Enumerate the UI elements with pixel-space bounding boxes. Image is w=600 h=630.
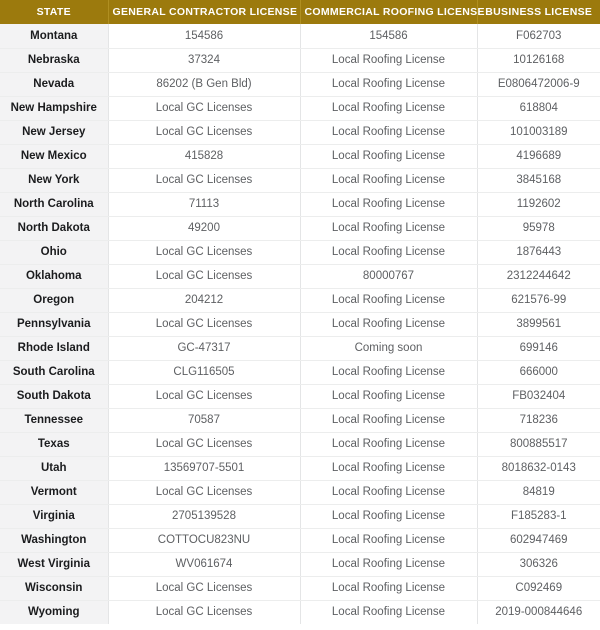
cell-commercial_roofing: Local Roofing License xyxy=(300,96,477,120)
table-row xyxy=(0,480,600,504)
cell-business: F185283-1 xyxy=(477,504,600,528)
table-row xyxy=(0,336,600,360)
cell-state: South Carolina xyxy=(0,360,108,384)
cell-commercial_roofing: 154586 xyxy=(300,24,477,48)
table-row xyxy=(0,24,600,48)
cell-state: New Mexico xyxy=(0,144,108,168)
cell-business: 10126168 xyxy=(477,48,600,72)
cell-business: 3899561 xyxy=(477,312,600,336)
cell-commercial_roofing: Local Roofing License xyxy=(300,552,477,576)
cell-business: 666000 xyxy=(477,360,600,384)
cell-general_contractor: 415828 xyxy=(108,144,300,168)
cell-commercial_roofing: Local Roofing License xyxy=(300,456,477,480)
table-row xyxy=(0,384,600,408)
cell-state: Virginia xyxy=(0,504,108,528)
cell-general_contractor: GC-47317 xyxy=(108,336,300,360)
cell-business: 3845168 xyxy=(477,168,600,192)
cell-general_contractor: 154586 xyxy=(108,24,300,48)
cell-state: Tennessee xyxy=(0,408,108,432)
table-row xyxy=(0,552,600,576)
column-header-business: BUSINESS LICENSE xyxy=(477,0,600,24)
cell-commercial_roofing: Local Roofing License xyxy=(300,528,477,552)
cell-business: FB032404 xyxy=(477,384,600,408)
cell-commercial_roofing: Local Roofing License xyxy=(300,168,477,192)
cell-commercial_roofing: Local Roofing License xyxy=(300,312,477,336)
cell-general_contractor: Local GC Licenses xyxy=(108,312,300,336)
cell-general_contractor: Local GC Licenses xyxy=(108,168,300,192)
table-row xyxy=(0,72,600,96)
cell-business: 1192602 xyxy=(477,192,600,216)
cell-commercial_roofing: Local Roofing License xyxy=(300,240,477,264)
cell-business: 602947469 xyxy=(477,528,600,552)
cell-commercial_roofing: Local Roofing License xyxy=(300,408,477,432)
cell-business: C092469 xyxy=(477,576,600,600)
cell-commercial_roofing: 80000767 xyxy=(300,264,477,288)
cell-business: 718236 xyxy=(477,408,600,432)
cell-general_contractor: 37324 xyxy=(108,48,300,72)
cell-commercial_roofing: Local Roofing License xyxy=(300,120,477,144)
cell-state: Nevada xyxy=(0,72,108,96)
table-row xyxy=(0,240,600,264)
table-row xyxy=(0,528,600,552)
cell-state: North Dakota xyxy=(0,216,108,240)
cell-general_contractor: Local GC Licenses xyxy=(108,384,300,408)
cell-general_contractor: 13569707-5501 xyxy=(108,456,300,480)
cell-business: 699146 xyxy=(477,336,600,360)
cell-general_contractor: Local GC Licenses xyxy=(108,480,300,504)
cell-commercial_roofing: Local Roofing License xyxy=(300,48,477,72)
cell-general_contractor: 70587 xyxy=(108,408,300,432)
cell-business: 618804 xyxy=(477,96,600,120)
cell-general_contractor: Local GC Licenses xyxy=(108,120,300,144)
column-header-state: STATE xyxy=(0,0,108,24)
cell-business: 84819 xyxy=(477,480,600,504)
cell-business: 2312244642 xyxy=(477,264,600,288)
cell-business: 621576-99 xyxy=(477,288,600,312)
cell-commercial_roofing: Local Roofing License xyxy=(300,72,477,96)
table-row xyxy=(0,576,600,600)
cell-state: Pennsylvania xyxy=(0,312,108,336)
table-row xyxy=(0,144,600,168)
table-row xyxy=(0,216,600,240)
cell-general_contractor: Local GC Licenses xyxy=(108,432,300,456)
cell-commercial_roofing: Local Roofing License xyxy=(300,600,477,624)
cell-state: North Carolina xyxy=(0,192,108,216)
cell-commercial_roofing: Local Roofing License xyxy=(300,480,477,504)
cell-general_contractor: Local GC Licenses xyxy=(108,576,300,600)
table-row xyxy=(0,48,600,72)
table-row xyxy=(0,432,600,456)
table-header-row xyxy=(0,0,600,24)
cell-state: New Jersey xyxy=(0,120,108,144)
table-row xyxy=(0,408,600,432)
cell-commercial_roofing: Local Roofing License xyxy=(300,144,477,168)
table-row xyxy=(0,264,600,288)
cell-commercial_roofing: Local Roofing License xyxy=(300,432,477,456)
cell-business: E0806472006-9 xyxy=(477,72,600,96)
cell-general_contractor: Local GC Licenses xyxy=(108,96,300,120)
table-row xyxy=(0,600,600,624)
cell-business: 95978 xyxy=(477,216,600,240)
cell-business: 4196689 xyxy=(477,144,600,168)
cell-state: Wyoming xyxy=(0,600,108,624)
cell-general_contractor: Local GC Licenses xyxy=(108,240,300,264)
cell-general_contractor: 204212 xyxy=(108,288,300,312)
table-row xyxy=(0,504,600,528)
cell-state: South Dakota xyxy=(0,384,108,408)
column-header-general-contractor: GENERAL CONTRACTOR LICENSE xyxy=(108,0,300,24)
cell-state: Utah xyxy=(0,456,108,480)
table-row xyxy=(0,312,600,336)
table-row xyxy=(0,168,600,192)
cell-general_contractor: CLG116505 xyxy=(108,360,300,384)
table-header xyxy=(0,0,600,24)
cell-state: New Hampshire xyxy=(0,96,108,120)
cell-business: 306326 xyxy=(477,552,600,576)
cell-general_contractor: Local GC Licenses xyxy=(108,600,300,624)
cell-commercial_roofing: Local Roofing License xyxy=(300,504,477,528)
cell-business: F062703 xyxy=(477,24,600,48)
cell-commercial_roofing: Local Roofing License xyxy=(300,576,477,600)
cell-state: Montana xyxy=(0,24,108,48)
cell-state: Wisconsin xyxy=(0,576,108,600)
table-row xyxy=(0,456,600,480)
cell-general_contractor: WV061674 xyxy=(108,552,300,576)
cell-commercial_roofing: Local Roofing License xyxy=(300,192,477,216)
cell-business: 101003189 xyxy=(477,120,600,144)
column-header-commercial-roofing: COMMERCIAL ROOFING LICENSE xyxy=(300,0,477,24)
cell-general_contractor: 71113 xyxy=(108,192,300,216)
cell-business: 800885517 xyxy=(477,432,600,456)
cell-general_contractor: 2705139528 xyxy=(108,504,300,528)
cell-state: Nebraska xyxy=(0,48,108,72)
cell-state: Texas xyxy=(0,432,108,456)
table-row xyxy=(0,192,600,216)
cell-commercial_roofing: Local Roofing License xyxy=(300,384,477,408)
table-row xyxy=(0,96,600,120)
cell-general_contractor: 49200 xyxy=(108,216,300,240)
table-row xyxy=(0,288,600,312)
cell-state: Ohio xyxy=(0,240,108,264)
cell-general_contractor: Local GC Licenses xyxy=(108,264,300,288)
table-row xyxy=(0,360,600,384)
cell-general_contractor: COTTOCU823NU xyxy=(108,528,300,552)
cell-business: 1876443 xyxy=(477,240,600,264)
table-body xyxy=(0,24,600,624)
cell-state: Oklahoma xyxy=(0,264,108,288)
table-row xyxy=(0,120,600,144)
cell-business: 2019-000844646 xyxy=(477,600,600,624)
cell-commercial_roofing: Coming soon xyxy=(300,336,477,360)
cell-state: New York xyxy=(0,168,108,192)
cell-state: Rhode Island xyxy=(0,336,108,360)
cell-commercial_roofing: Local Roofing License xyxy=(300,360,477,384)
cell-business: 8018632-0143 xyxy=(477,456,600,480)
cell-state: Oregon xyxy=(0,288,108,312)
cell-commercial_roofing: Local Roofing License xyxy=(300,288,477,312)
cell-state: Washington xyxy=(0,528,108,552)
cell-state: Vermont xyxy=(0,480,108,504)
cell-commercial_roofing: Local Roofing License xyxy=(300,216,477,240)
cell-general_contractor: 86202 (B Gen Bld) xyxy=(108,72,300,96)
cell-state: West Virginia xyxy=(0,552,108,576)
